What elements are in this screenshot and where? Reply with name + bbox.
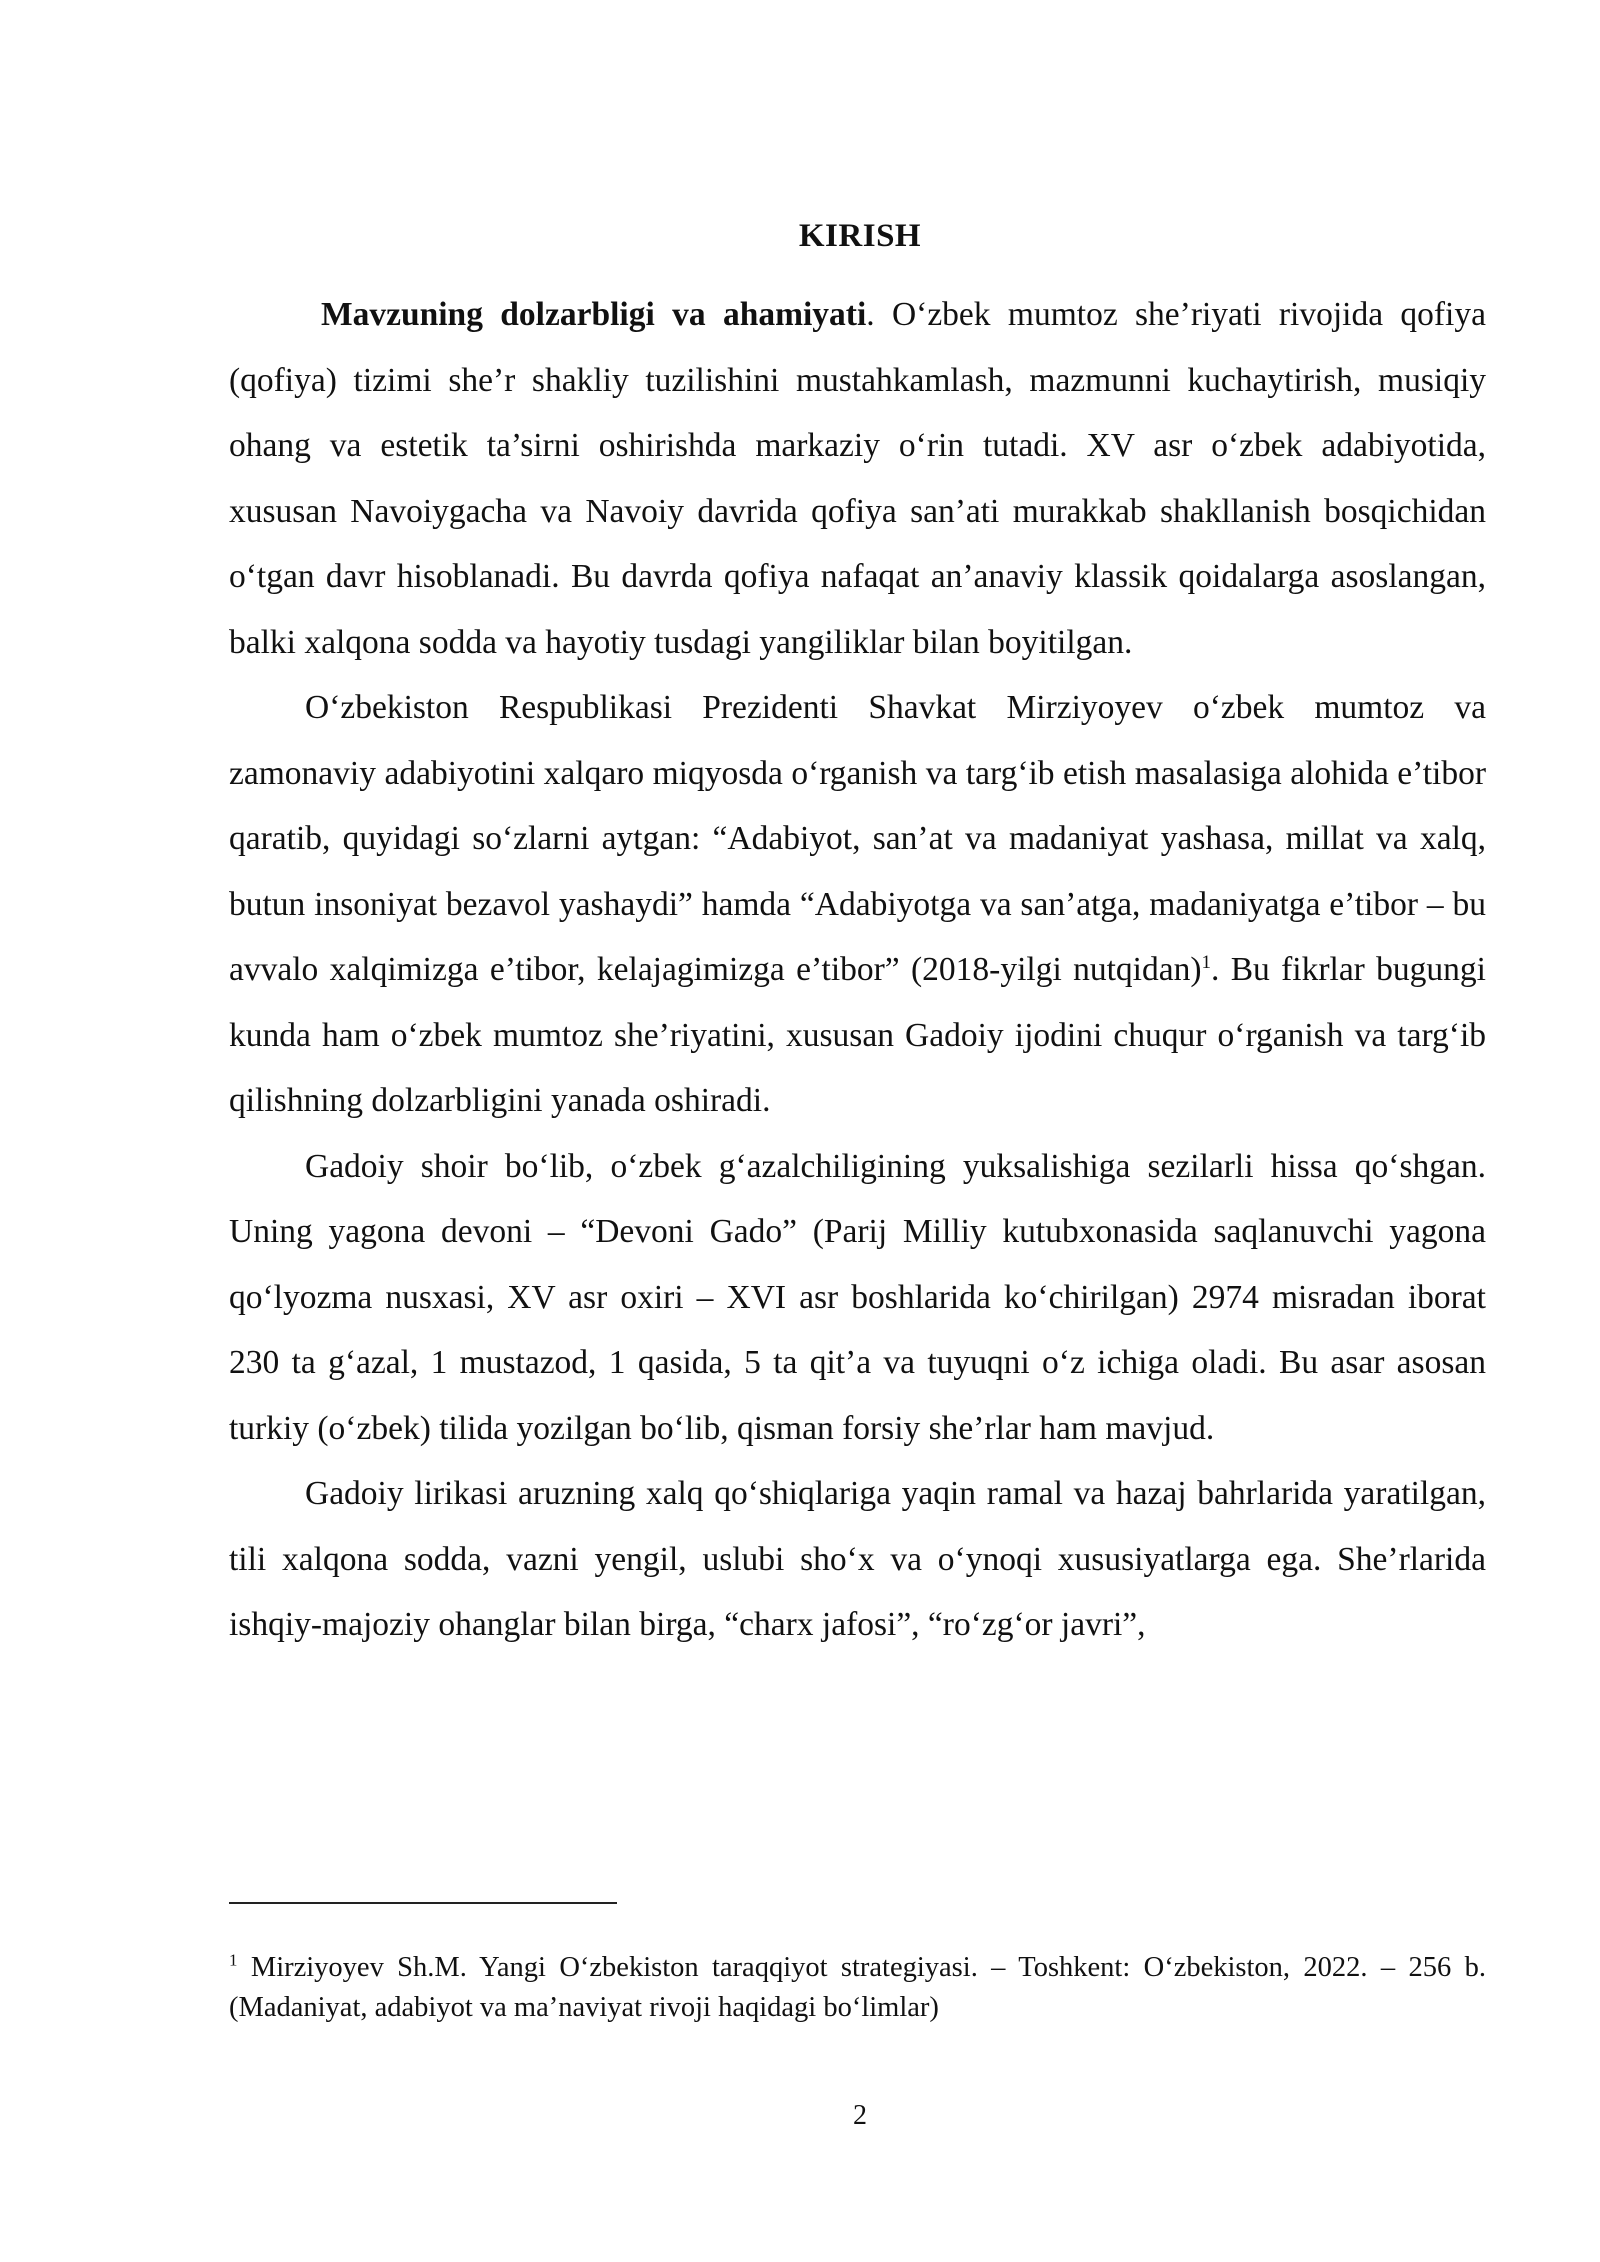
paragraph-text: Gadoiy shoir bo‘lib, o‘zbek g‘azalchiligining yuksalishiga sezilarli hissa qo‘shgan. Uning yagona devoni – “Devoni Gado” (Parij Milliy kutubxonasida saqlanuvchi yagona qo‘lyozma nusxasi, XV asr oxiri – XVI asr boshlarida ko‘chirilgan) 2974 misradan iborat 230 ta g‘azal, 1 mustazod, 1 qasida, 5 ta qit’a va tuyuqni o‘z ichiga oladi. Bu asar asosan turkiy (o‘zbek) tilida yozilgan bo‘lib, qisman forsiy she’rlar ham mavjud. [229, 1147, 1486, 1447]
footnote-separator [229, 1902, 617, 1904]
paragraph-text: . O‘zbek mumtoz she’riyati rivojida qofiya (qofiya) tizimi she’r shakliy tuzilishini mustahkamlash, mazmunni kuchaytirish, musiqiy ohang va estetik ta’sirni oshirishda markaziy o‘rin tutadi. XV asr o‘zbek adabiyotida, xususan Navoiygacha va Navoiy davrida qofiya san’ati murakkab shakllanish bosqichidan o‘tgan davr hisoblanadi. Bu davrda qofiya nafaqat an’anaviy klassik qoidalarga asoslangan, balki xalqona sodda va hayotiy tusdagi yangiliklar bilan boyitilgan. [229, 296, 1486, 661]
paragraph-lead: Mavzuning dolzarbligi va ahamiyati [321, 296, 867, 333]
page-number: 2 [853, 2100, 867, 2131]
footnote [229, 1948, 1486, 2028]
paragraph-gadoiy-lyrics [229, 1461, 1486, 1658]
body-text [229, 282, 1486, 1658]
paragraph-text: O‘zbekiston Respublikasi Prezidenti Shavkat Mirziyoyev o‘zbek mumtoz va zamonaviy adabiyotini xalqaro miqyosda o‘rganish va targ‘ib etish masalasiga alohida e’tibor qaratib, quyidagi so‘zlarni aytgan: “Adabiyot, san’at va madaniyat yashasa, millat va xalq, butun insoniyat bezavol yashaydi” hamda “Adabiyotga va san’atga, madaniyatga e’tibor – bu avvalo xalqimizga e’tibor, kelajagimizga e’tibor” (2018-yilgi nutqidan) [229, 689, 1486, 988]
paragraph-gadoiy-devon [229, 1134, 1486, 1462]
paragraph-text: . Bu fikrlar bugungi kunda ham o‘zbek mumtoz she’riyatini, xususan Gadoiy ijodini chuqur o‘rganish va targ‘ib qilishning dolzarbligini yanada oshiradi. [229, 951, 1486, 1119]
footnote-number: 1 [229, 1950, 238, 1970]
footnote-text: Mirziyoyev Sh.M. Yangi O‘zbekiston taraqqiyot strategiyasi. – Toshkent: O‘zbekiston, 2022. – 256 b. (Madaniyat, adabiyot va ma’naviyat rivoji haqidagi bo‘limlar) [229, 1952, 1486, 2023]
paragraph-president-quote [229, 675, 1486, 1134]
paragraph-text: Gadoiy lirikasi aruzning xalq qo‘shiqlariga yaqin ramal va hazaj bahrlarida yaratilgan, tili xalqona sodda, vazni yengil, uslubi sho‘x va o‘ynoqi xususiyatlarga ega. She’rlarida ishqiy-majoziy ohanglar bilan birga, “charx jafosi”, “ro‘zg‘or javri”, [229, 1475, 1486, 1643]
section-heading: KIRISH [798, 218, 922, 254]
paragraph-relevance [229, 282, 1486, 675]
footnote-reference: 1 [1201, 951, 1211, 973]
